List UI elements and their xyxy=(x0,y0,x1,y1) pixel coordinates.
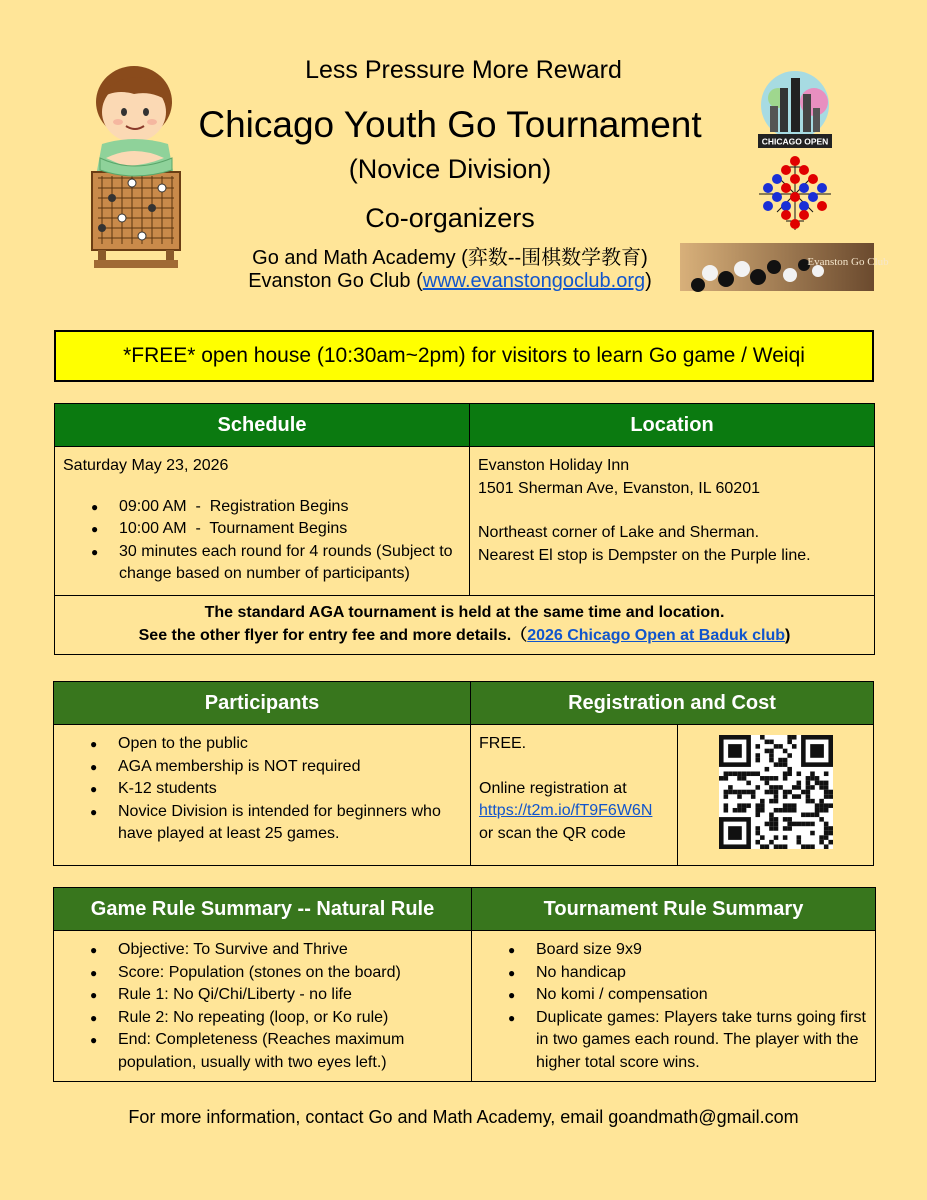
cost-text: FREE. xyxy=(479,735,527,752)
contact-footer: For more information, contact Go and Math Academy, email goandmath@gmail.com xyxy=(128,1107,799,1127)
online-registration-label: Online registration at xyxy=(479,779,627,797)
chicago-open-link[interactable]: 2026 Chicago Open at Baduk club xyxy=(527,626,786,644)
tournament-rule-header: Tournament Rule Summary xyxy=(472,888,876,931)
chicago-open-logo-text: CHICAGO OPEN xyxy=(761,136,829,147)
go-stones-diamond-logo xyxy=(758,156,832,238)
participants-registration-table xyxy=(53,681,874,866)
org2-suffix: ) xyxy=(645,270,652,292)
list-item: ● 30 minutes each round for 4 rounds (Subject to change based on number of participants) xyxy=(67,541,461,586)
list-item: ● Rule 2: No repeating (loop, or Ko rule) xyxy=(66,1007,463,1030)
schedule-header: Schedule xyxy=(55,404,470,447)
evanston-go-club-link[interactable]: www.evanstongoclub.org xyxy=(422,270,646,292)
tagline: Less Pressure More Reward xyxy=(305,56,622,84)
aga-note-prefix: See the other flyer for entry fee and more details.（ xyxy=(138,626,528,644)
list-item: ● No komi / compensation xyxy=(484,984,867,1007)
location-line: 1501 Sherman Ave, Evanston, IL 60201 xyxy=(478,479,760,497)
list-item: ● K-12 students xyxy=(66,778,462,801)
coorganizers-label: Co-organizers xyxy=(365,203,535,233)
location-line: Evanston Holiday Inn xyxy=(478,457,630,474)
rules-table xyxy=(53,887,876,1082)
evanston-logo-text: Evanston Go Club xyxy=(807,256,889,268)
aga-note-line1: The standard AGA tournament is held at the same time and location. xyxy=(204,604,725,621)
aga-note-line2 xyxy=(63,625,866,648)
list-item: ● Novice Division is intended for beginners who have played at least 25 games. xyxy=(66,801,462,846)
participants-header: Participants xyxy=(54,682,471,725)
participants-list xyxy=(66,733,462,846)
game-rule-list xyxy=(66,939,463,1074)
division-subtitle: (Novice Division) xyxy=(348,154,552,184)
registration-header: Registration and Cost xyxy=(471,682,874,725)
organizer-go-math-academy: Go and Math Academy (弈数--围棋数学教育) xyxy=(252,247,648,269)
qr-code[interactable] xyxy=(719,735,833,849)
tournament-rule-list xyxy=(484,939,867,1074)
location-line: Nearest El stop is Dempster on the Purple line. xyxy=(478,546,811,564)
scan-qr-label: or scan the QR code xyxy=(479,824,626,842)
list-item: ● Duplicate games: Players take turns going first in two games each round. The player with the higher total score wins. xyxy=(484,1007,867,1075)
list-item: ● End: Completeness (Reaches maximum population, usually with two eyes left.) xyxy=(66,1029,463,1074)
registration-link[interactable]: https://t2m.io/fT9F6W6N xyxy=(479,802,653,819)
location-line: Northeast corner of Lake and Sherman. xyxy=(478,524,760,541)
open-house-banner: *FREE* open house (10:30am~2pm) for visitors to learn Go game / Weiqi xyxy=(54,330,874,382)
list-item: ● Board size 9x9 xyxy=(484,939,867,962)
evanston-go-club-photo xyxy=(680,243,889,291)
list-item: ● 10:00 AM - Tournament Begins xyxy=(67,518,461,541)
org2-prefix: Evanston Go Club ( xyxy=(248,270,423,292)
chicago-open-logo xyxy=(758,68,832,150)
list-item: ● Rule 1: No Qi/Chi/Liberty - no life xyxy=(66,984,463,1007)
list-item: ● No handicap xyxy=(484,962,867,985)
page-title: Chicago Youth Go Tournament xyxy=(198,104,702,145)
aga-note-suffix: ) xyxy=(785,626,791,644)
schedule-list xyxy=(67,496,461,586)
list-item: ● AGA membership is NOT required xyxy=(66,756,462,779)
qr-code-image xyxy=(719,735,833,849)
list-item: ● 09:00 AM - Registration Begins xyxy=(67,496,461,519)
game-rule-header: Game Rule Summary -- Natural Rule xyxy=(54,888,472,931)
schedule-location-table xyxy=(54,403,875,655)
list-item: ● Open to the public xyxy=(66,733,462,756)
list-item: ● Score: Population (stones on the board) xyxy=(66,962,463,985)
list-item: ● Objective: To Survive and Thrive xyxy=(66,939,463,962)
event-date: Saturday May 23, 2026 xyxy=(63,457,229,474)
location-header: Location xyxy=(470,404,875,447)
